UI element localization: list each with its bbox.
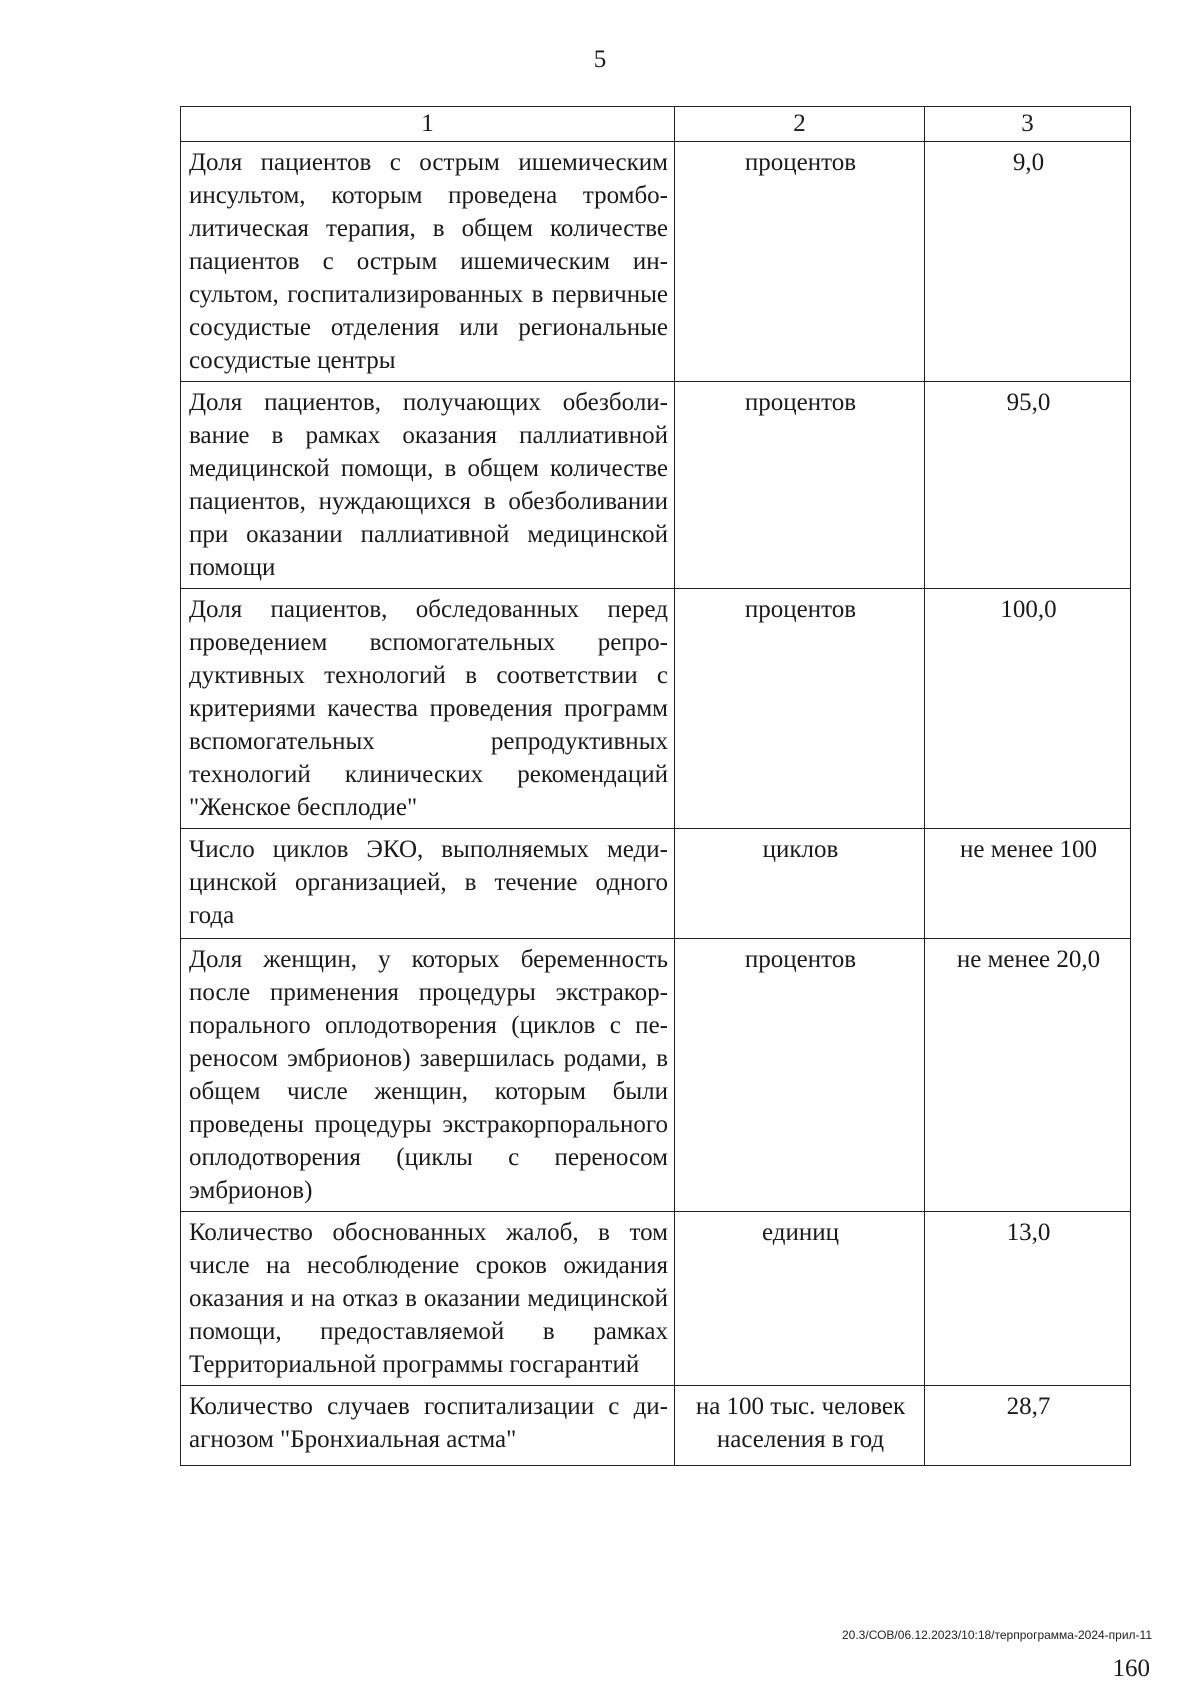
- value-cell: 13,0: [925, 1212, 1131, 1386]
- unit-cell: процентов: [675, 589, 925, 829]
- page-number-top: 5: [593, 46, 607, 73]
- table-row: [181, 1212, 1131, 1386]
- value-cell: не менее 100: [925, 829, 1131, 939]
- table-row: [181, 382, 1131, 589]
- indicator-cell: Количество обоснованных жалоб, в том числе на несоблюдение сроков ожидания оказания и на отказ в оказании медицинской помощи, предоставляемой в рамках Территориальной программы госгарантий: [181, 1212, 675, 1386]
- unit-cell: единиц: [675, 1212, 925, 1386]
- unit-cell: процентов: [675, 382, 925, 589]
- value-cell: 28,7: [925, 1386, 1131, 1466]
- table-row: [181, 589, 1131, 829]
- table-row: [181, 939, 1131, 1212]
- table-header-row: [181, 107, 1131, 142]
- indicator-cell: Доля женщин, у которых беременность после применения процедуры экстракорпорального оплодотворения (циклов с переносом эмбрионов) завершилась родами, в общем числе женщин, которым были проведены процедуры экстракорпорального оплодотворения (циклы с переносом эмбрионов): [181, 939, 675, 1212]
- unit-cell: процентов: [675, 939, 925, 1212]
- value-cell: не менее 20,0: [925, 939, 1131, 1212]
- value-cell: 95,0: [925, 382, 1131, 589]
- indicator-cell: Количество случаев госпитализации с диагнозом "Бронхиальная астма": [181, 1386, 675, 1466]
- column-header-2: 2: [675, 107, 925, 142]
- unit-cell: циклов: [675, 829, 925, 939]
- indicators-table: [180, 106, 1131, 1466]
- column-header-3: 3: [925, 107, 1131, 142]
- indicator-cell: Доля пациентов, получающих обезболивание в рамках оказания паллиативной медицинской помощи, в общем количестве пациентов, нуждающихся в обезболивании при оказании паллиативной медицинской помощи: [181, 382, 675, 589]
- indicator-cell: Доля пациентов с острым ишемическим инсультом, которым проведена тромболитическая терапия, в общем количестве пациентов с острым ишемическим инсультом, госпитализированных в первичные сосудистые отделения или региональные сосудистые центры: [181, 142, 675, 382]
- indicator-cell: Доля пациентов, обследованных перед проведением вспомогательных репродуктивных технологий в соответствии с критериями качества проведения программ вспомогательных репродуктивных технологий клинических рекомендаций "Женское бесплодие": [181, 589, 675, 829]
- indicator-cell: Число циклов ЭКО, выполняемых медицинской организацией, в течение одного года: [181, 829, 675, 939]
- unit-cell: на 100 тыс. человек населения в год: [675, 1386, 925, 1466]
- table-row: [181, 1386, 1131, 1466]
- column-header-1: 1: [181, 107, 675, 142]
- unit-cell: процентов: [675, 142, 925, 382]
- page-number-bottom: 160: [1112, 1655, 1150, 1682]
- value-cell: 100,0: [925, 589, 1131, 829]
- value-cell: 9,0: [925, 142, 1131, 382]
- table-row: [181, 829, 1131, 939]
- table-row: [181, 142, 1131, 382]
- document-reference-code: 20.3/СОВ/06.12.2023/10:18/терпрограмма-2024-прил-11: [842, 1628, 1152, 1642]
